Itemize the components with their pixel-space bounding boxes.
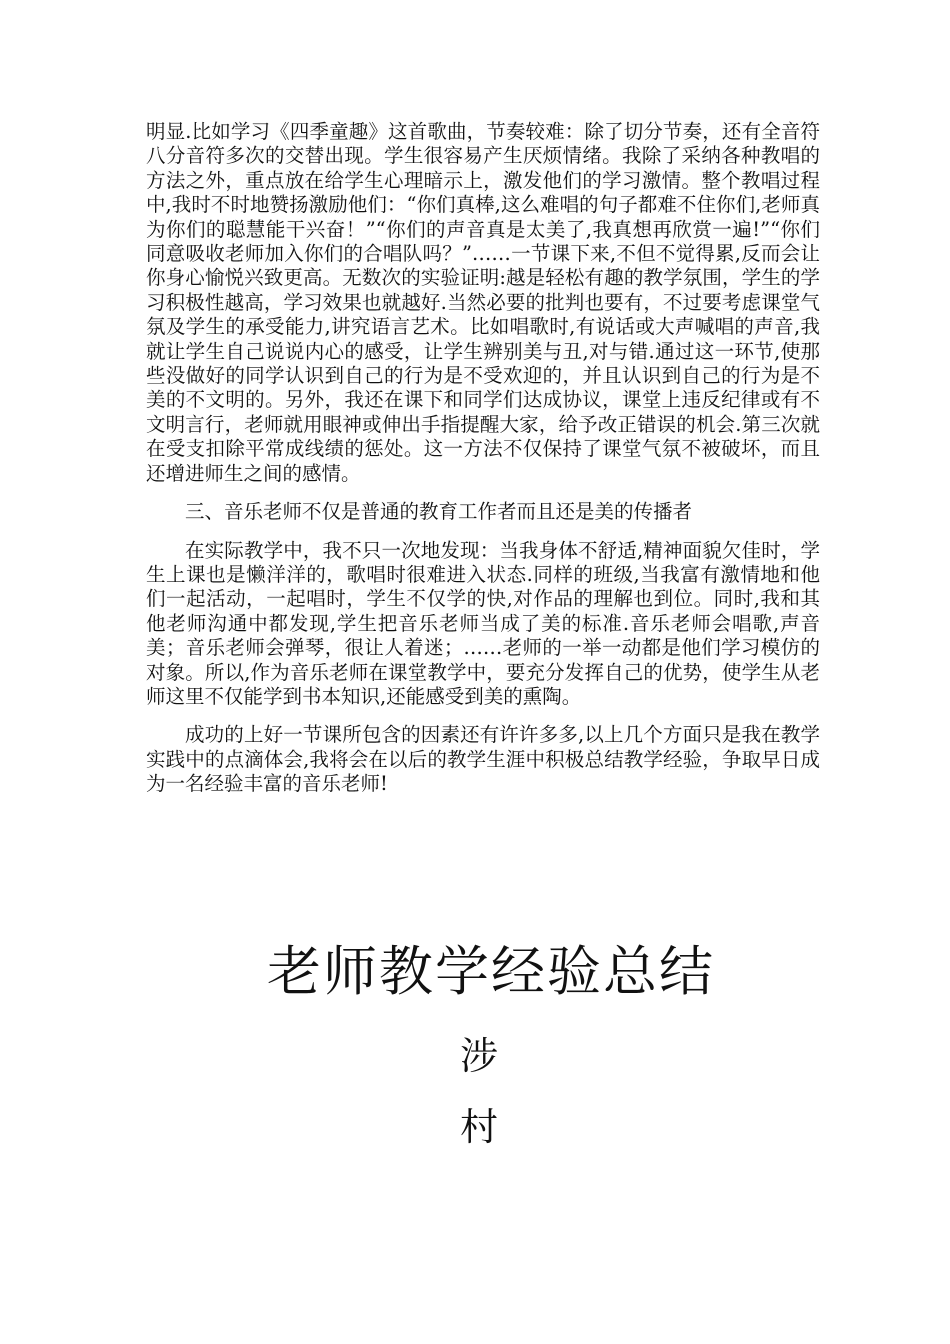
document-body [146, 120, 820, 797]
title-char-2: 村 [459, 1105, 498, 1149]
title-char-1: 涉 [459, 1034, 498, 1078]
paragraph-beauty-transmitter: 在实际教学中，我不只一次地发现：当我身体不舒适,精神面貌欠佳时，学生上课也是懒洋洋的，歌唱时很难进入状态.同样的班级,当我富有激情地和他们一起活动，一起唱时，学生不仅学的快,对作品的理解也到位。同时,我和其他老师沟通中都发现,学生把音乐老师当成了美的标准.音乐老师会唱歌,声音美；音乐老师会弹琴，很让人着迷；……老师的一举一动都是他们学习模仿的对象。所以,作为音乐老师在课堂教学中，要充分发挥自己的优势，使学生从老师这里不仅能学到书本知识,还能感受到美的熏陶。 [146, 538, 820, 708]
paragraph-classroom-atmosphere: 明显.比如学习《四季童趣》这首歌曲，节奏较难：除了切分节奏，还有全音符八分音符多次的交替出现。学生很容易产生厌烦情绪。我除了采纳各种教唱的方法之外，重点放在给学生心理暗示上，激发他们的学习激情。整个教唱过程中,我时不时地赞扬激励他们：“你们真棒,这么难唱的句子都难不住你们,老师真为你们的聪慧能干兴奋！”“你们的声音真是太美了,我真想再欣赏一遍!”“你们同意吸收老师加入你们的合唱队吗？”……一节课下来,不但不觉得累,反而会让你身心愉悦兴致更高。无数次的实验证明:越是轻松有趣的教学氛围，学生的学习积极性越高，学习效果也就越好.当然必要的批判也要有，不过要考虑课堂气氛及学生的承受能力,讲究语言艺术。比如唱歌时,有说话或大声喊唱的声音,我就让学生自己说说内心的感受，让学生辨别美与丑,对与错.通过这一环节,使那些没做好的同学认识到自己的行为是不受欢迎的，并且认识到自己的行为是不美的不文明的。另外，我还在课下和同学们达成协议，课堂上违反纪律或有不文明言行，老师就用眼神或伸出手指提醒大家，给予改正错误的机会.第三次就在受支扣除平常成线绩的惩处。这一方法不仅保持了课堂气氛不被破坏，而且还增进师生之间的感情。 [146, 120, 820, 485]
paragraph-conclusion: 成功的上好一节课所包含的因素还有许许多多,以上几个方面只是我在教学实践中的点滴体会,我将会在以后的教学生涯中积极总结教学经验，争取早日成为一名经验丰富的音乐老师! [146, 723, 820, 796]
title-block [0, 938, 950, 1149]
section-heading-three: 三、音乐老师不仅是普通的教育工作者而且还是美的传播者 [185, 500, 693, 524]
document-title: 老师教学经验总结 [267, 940, 715, 1003]
